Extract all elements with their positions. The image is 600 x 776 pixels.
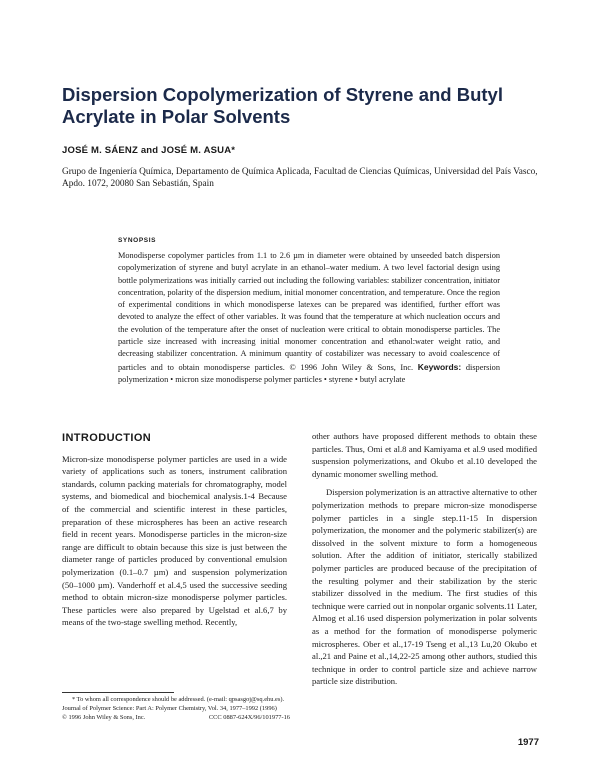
intro-paragraph-continued: other authors have proposed different methods to obtain these particles. Thus, Omi et al.8 and Kamiyama et al.9 used modified suspension polymerizations, and Okubo et al.10 developed the dynamic monomer swelling method. [312, 431, 537, 479]
right-column [312, 430, 537, 688]
section-heading-introduction: INTRODUCTION [62, 432, 152, 444]
footnote [62, 696, 290, 722]
copyright-text: © 1996 John Wiley & Sons, Inc. [62, 713, 146, 721]
abstract [118, 250, 500, 386]
ccc-code: CCC 0887-624X/96/101977-16 [208, 713, 290, 721]
abstract-heading: SYNOPSIS [118, 237, 157, 244]
intro-paragraph-2: Dispersion polymerization is an attractive alternative to other polymerization methods to prepare micron-size monodisperse polymer particles in a single step.11-15 In dispersion polymerization, the monomer and the polymeric stabilizer(s) are dissolved in the solvent mixture to form a homogeneous solution. After the addition of initiator, sterically stabilized polymer particles are produced because of the precipitation of the resulting polymer and their stabilization by the steric stabilizer dissolved in the medium. The first studies of this technique were carried out in nonpolar organic solvents.11 Later, Almog et al.16 used dispersion polymerization in polar solvents as a method for the formation of monodisperse polymeric microspheres. Ober et al.,17-19 Tseng et al.,13 Lu,20 Okubo et al.,21 and Paine et al.,14,22-25 among other authors, studied this technique in order to control particle size and achieve narrow particle size distribution. [312, 487, 537, 687]
affiliation: Grupo de Ingeniería Química, Departamento de Química Aplicada, Facultad de Ciencias Químicas, Universidad del País Vasco, Apdo. 1072, 20080 San Sebastián, Spain [62, 167, 538, 189]
journal-citation: Journal of Polymer Science: Part A: Polymer Chemistry, Vol. 34, 1977–1992 (1996) [62, 704, 277, 712]
keywords-label: Keywords: [417, 361, 462, 372]
page-number: 1977 [517, 737, 539, 748]
correspondence-note: * To whom all correspondence should be addressed. (e-mail: qpsasgoj@sq.ehu.es). [72, 696, 285, 703]
footnote-rule [62, 692, 174, 693]
intro-paragraph-1: Micron-size monodisperse polymer particles are used in a wide variety of applications such as toners, instrument calibration standards, column packing materials for chromatography, model systems, and biomedical and biochemical analysis.1-4 Because of the commercial and scientific interest in these particles, preparation of these microspheres has been an active research field in recent years. Monodisperse particles in the micron-size range are difficult to obtain because this size is just between the diameter range of particles produced by conventional emulsion polymerization (0.1–0.7 µm) and suspension polymerization (50–1000 µm). Vanderhoff et al.4,5 used the successive seeding method to obtain micron-size monodisperse polymer particles. These particles were also prepared by Ugelstad et al.6,7 by means of the two-stage swelling method. Recently, [62, 453, 287, 628]
author-list: JOSÉ M. SÁENZ and JOSÉ M. ASUA* [62, 145, 236, 156]
abstract-text: Monodisperse copolymer particles from 1.1 to 2.6 µm in diameter were obtained by unseeded batch dispersion copolymerization of styrene and butyl acrylate in an ethanol–water medium. A two level factorial design using bottle polymerizations was initially carried out including the following variables: stabilizer concentration, initiator concentration, polarity of the dispersion medium, initial monomer concentration, and temperature. Once the region of experimental conditions in which monodisperse latexes can be prepared was identified, further effort was devoted to analyze the effect of other variables. It was found that the temperature at which nucleation occurs and the evolution of the temperature after the onset of nucleation were critical to obtain monodisperse particles. The particle size increased with increasing initial monomer concentration and ethanol:water weight ratio, and decreasing stabilizer concentration. A minimum quantity of costabilizer was necessary to avoid coalescence of particles and to obtain monodisperse particles. © 1996 John Wiley & Sons, Inc. [118, 251, 500, 372]
paper-title: Dispersion Copolymerization of Styrene and Butyl Acrylate in Polar Solvents [62, 84, 503, 127]
left-column [62, 432, 287, 629]
keywords-text: dispersion polymerization • micron size monodisperse polymer particles • styrene • butyl acrylate [118, 362, 500, 384]
copyright-line [62, 714, 290, 723]
